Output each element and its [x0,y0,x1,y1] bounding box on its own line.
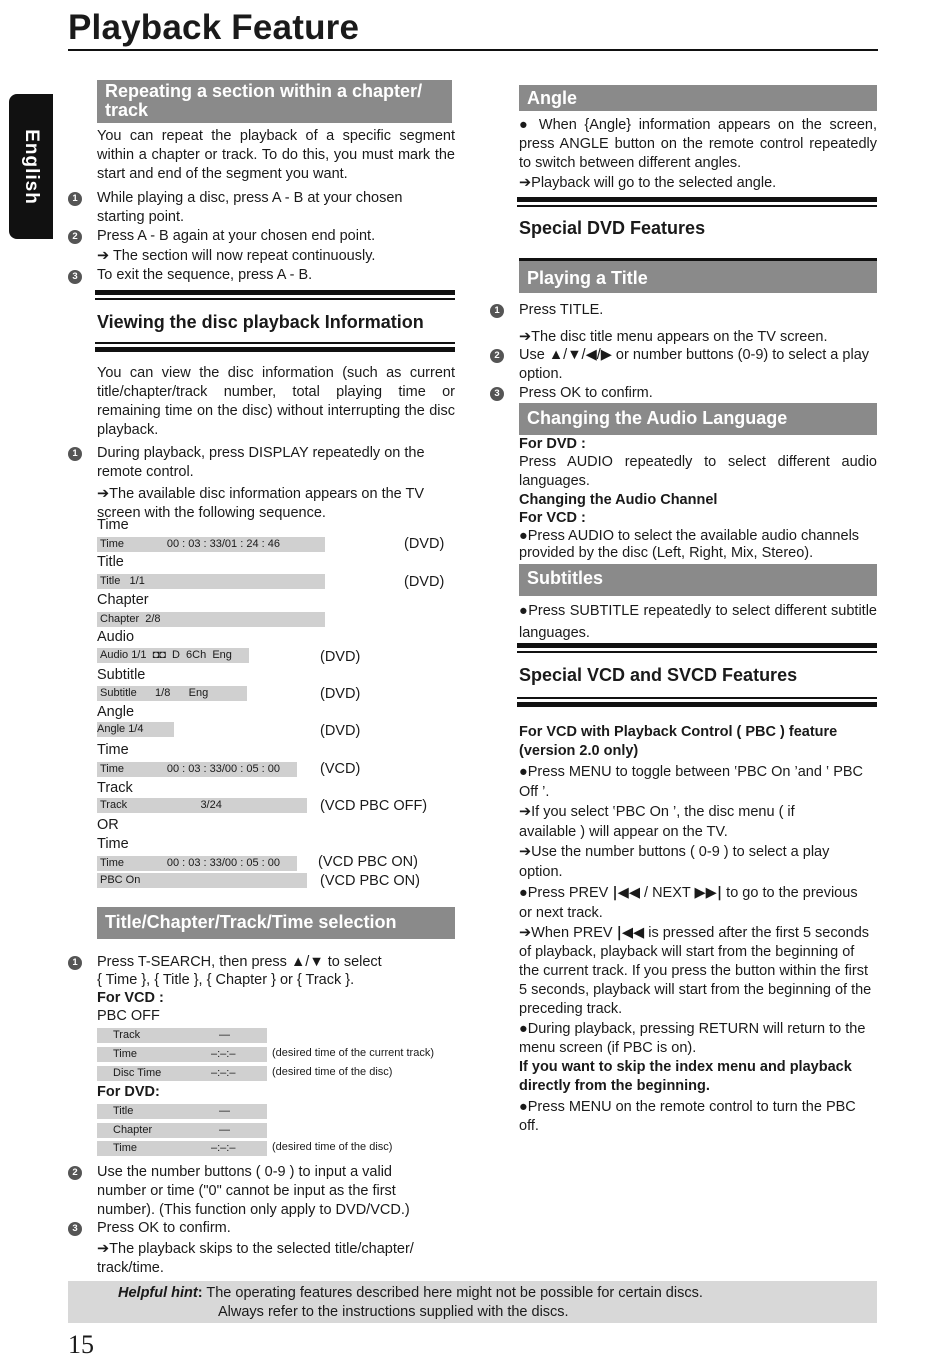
title-rule [68,49,878,51]
osd-label: Time [97,517,129,533]
audio-vcd-text: ●Press AUDIO to select the available audio channels provided by the disc (Left, Right, Mix, Stereo). [519,528,860,561]
right-arrow-icon: ➔ [519,844,532,860]
search-vcd-note: (desired time of the disc) [272,1066,393,1078]
info-heading: Viewing the disc playback Information [97,312,424,332]
language-side-tab [9,94,53,239]
osd-tag: (DVD) [404,574,445,590]
step-1-marker-icon: 1 [68,192,82,206]
repeat-section-heading [97,80,452,123]
search-pbc-off: PBC OFF [97,1008,160,1024]
osd-label: Audio [97,629,135,645]
osd-bar: Angle 1/4 [97,722,174,737]
osd-label: Angle [97,704,135,720]
right-arrow-icon: ➔ [519,925,532,941]
search-step-1-line2: { Time }, { Title }, { Chapter } or { Track }. [97,972,355,988]
search-dvd-note: (desired time of the disc) [272,1141,393,1153]
section-divider [517,697,877,707]
step-1-marker-icon: 1 [68,956,82,970]
osd-tag: (DVD) [320,723,361,739]
search-dvd-row: Title — [97,1104,267,1119]
dvd-features-heading: Special DVD Features [519,218,706,238]
audio-heading: Changing the Audio Language [519,403,877,435]
search-section-heading: Title/Chapter/Track/Time selection [97,907,455,939]
search-for-vcd: For VCD : [97,990,164,1006]
osd-label: Time [97,836,129,852]
info-step-1-note: ➔The available disc information appears on the TV screen with the following sequence. [97,486,425,521]
search-vcd-row: Time –:–:– [97,1047,267,1062]
language-side-tab-label: English [21,128,42,205]
osd-tag: (DVD) [404,536,445,552]
pbc-bullet-3: ●During playback, pressing RETURN will return to the menu screen (if PBC is on). [519,1021,866,1056]
right-arrow-icon: ➔ [97,1241,110,1257]
hint-line-1: Helpful hint: The operating features described here might not be possible for certain discs. [118,1285,703,1301]
helpful-hint-box [68,1281,877,1323]
osd-tag: (DVD) [320,649,361,665]
step-2-marker-icon: 2 [490,349,504,363]
right-arrow-icon: ➔ [519,804,532,820]
osd-tag: (VCD PBC ON) [318,854,418,870]
title-step-1: Press TITLE. [519,302,604,318]
osd-bar: Time 00 : 03 : 33/01 : 24 : 46 [97,537,325,552]
step-1-marker-icon: 1 [68,447,82,461]
info-intro: You can view the disc information (such as current title/chapter/track number, total playing time or remaining time on the disc) without interrupting the disc playback. [97,365,455,438]
right-arrow-icon: ➔ [97,248,110,264]
repeat-step-1: While playing a disc, press A - B at your chosen starting point. [97,190,403,225]
step-1-marker-icon: 1 [490,304,504,318]
right-arrow-icon: ➔ [519,175,532,191]
repeat-step-3: To exit the sequence, press A - B. [97,267,313,283]
pbc-bullet-2: ●Press PREV |◀◀ / NEXT ▶▶| to go to the previous or next track. [519,885,858,921]
skip-menu-heading: If you want to skip the index menu and playback directly from the beginning. [519,1059,852,1094]
osd-bar: Chapter 2/8 [97,612,325,627]
search-step-1-line1: Press T-SEARCH, then press ▲/▼ to select [97,954,382,970]
pbc-note-3: ➔When PREV |◀◀ is pressed after the first 5 seconds of playback, playback will start from the beginning of the current track. If you press the button within the first 5 seconds, playback will start from the beginning of the preceding track. [519,925,872,1017]
angle-heading: Angle [519,85,877,111]
hint-line-2: Always refer to the instructions supplied with the discs. [218,1304,569,1320]
search-dvd-row: Time –:–:– [97,1141,267,1156]
search-vcd-note: (desired time of the current track) [272,1047,435,1059]
filled-circle-bullet-icon: ● [519,528,528,544]
osd-bar: Time 00 : 03 : 33/00 : 05 : 00 [97,762,297,777]
section-divider [95,290,455,300]
pbc-heading: For VCD with Playback Control ( PBC ) feature (version 2.0 only) [519,724,838,759]
angle-note: ➔Playback will go to the selected angle. [519,175,777,191]
subtitles-bullet: ●Press SUBTITLE repeatedly to select different subtitle languages. [519,603,877,641]
osd-bar: Title 1/1 [97,574,325,589]
osd-tag: (DVD) [320,686,361,702]
repeat-step-2: Press A - B again at your chosen end point. [97,228,376,244]
audio-for-dvd: For DVD : [519,436,586,452]
right-arrow-icon: ➔ [519,329,532,345]
repeat-heading-line2: track [105,100,149,120]
filled-circle-bullet-icon: ● [519,1021,528,1037]
step-3-marker-icon: 3 [68,270,82,284]
osd-tag: (VCD PBC OFF) [320,798,428,814]
page-number: 15 [68,1330,94,1359]
section-divider [517,643,877,653]
pbc-note-1: ➔If you select ‛PBC On ’, the disc menu ( if available ) will appear on the TV. [519,804,795,840]
pbc-bullet-4: ●Press MENU on the remote control to turn the PBC off. [519,1099,856,1134]
title-step-3: Press OK to confirm. [519,385,653,401]
step-3-marker-icon: 3 [490,387,504,401]
search-vcd-row: Track — [97,1028,267,1043]
section-divider [517,197,877,207]
skip-previous-icon: |◀◀ [612,885,640,901]
repeat-intro: You can repeat the playback of a specific segment within a chapter or track. To do this, you must mark the start and end of the segment you want. [97,128,455,182]
pbc-bullet-1: ●Press MENU to toggle between ‛PBC On ’and ‛ PBC Off ’. [519,764,864,800]
repeat-step-2-note: ➔ The section will now repeat continuously. [97,248,376,264]
page-title: Playback Feature [68,8,360,47]
search-step-2: Use the number buttons ( 0-9 ) to input a valid number or time ("0" cannot be input as the first number). (This function only apply to DVD/VCD.) [97,1164,410,1218]
step-2-marker-icon: 2 [68,230,82,244]
step-2-marker-icon: 2 [68,1166,82,1180]
title-step-2: Use ▲/▼/◀/▶ or number buttons (0-9) to select a play option. [519,347,870,382]
search-dvd-row: Chapter — [97,1123,267,1138]
playing-title-heading: Playing a Title [519,258,877,293]
step-3-marker-icon: 3 [68,1222,82,1236]
audio-channel-heading: Changing the Audio Channel [519,492,718,508]
skip-previous-icon: |◀◀ [616,925,645,941]
filled-circle-bullet-icon: ● [519,117,532,133]
filled-circle-bullet-icon: ● [519,764,528,780]
osd-tag: (VCD PBC ON) [320,873,420,889]
osd-label: Subtitle [97,667,146,683]
audio-dvd-text: Press AUDIO repeatedly to select different audio languages. [519,454,877,489]
osd-bar: Subtitle 1/8 Eng [97,686,247,701]
search-for-dvd: For DVD: [97,1084,160,1100]
section-divider [95,342,455,352]
filled-circle-bullet-icon: ● [519,1099,528,1115]
filled-circle-bullet-icon: ● [519,603,529,619]
search-step-3: Press OK to confirm. [97,1220,231,1236]
osd-label: Time [97,742,129,758]
right-arrow-icon: ➔ [97,486,110,502]
osd-or-label: OR [97,817,119,833]
osd-bar: Time 00 : 03 : 33/00 : 05 : 00 [97,856,297,871]
osd-label: Title [97,554,124,570]
osd-tag: (VCD) [320,761,361,777]
osd-label: Track [97,780,133,796]
pbc-note-2: ➔Use the number buttons ( 0-9 ) to select a play option. [519,844,830,880]
skip-next-icon: ▶▶| [694,885,723,901]
search-vcd-row: Disc Time –:–:– [97,1066,267,1081]
subtitles-heading: Subtitles [519,564,877,596]
audio-for-vcd: For VCD : [519,510,586,526]
osd-bar: PBC On [97,873,307,888]
repeat-heading-line1: Repeating a section within a chapter/ [105,81,423,101]
angle-bullet: ● When {Angle} information appears on the screen, press ANGLE button on the remote control repeatedly to switch between different angles. [519,117,877,171]
osd-label: Chapter [97,592,149,608]
search-step-3-note: ➔The playback skips to the selected title/chapter/ track/time. [97,1241,414,1276]
vcd-heading: Special VCD and SVCD Features [519,665,798,685]
filled-circle-bullet-icon: ● [519,885,528,901]
title-step-1-note: ➔The disc title menu appears on the TV screen. [519,329,828,345]
osd-bar: Track 3/24 [97,798,307,813]
info-step-1: During playback, press DISPLAY repeatedly on the remote control. [97,445,425,480]
osd-bar: Audio 1/1 ◘◘ D 6Ch Eng [97,648,249,663]
